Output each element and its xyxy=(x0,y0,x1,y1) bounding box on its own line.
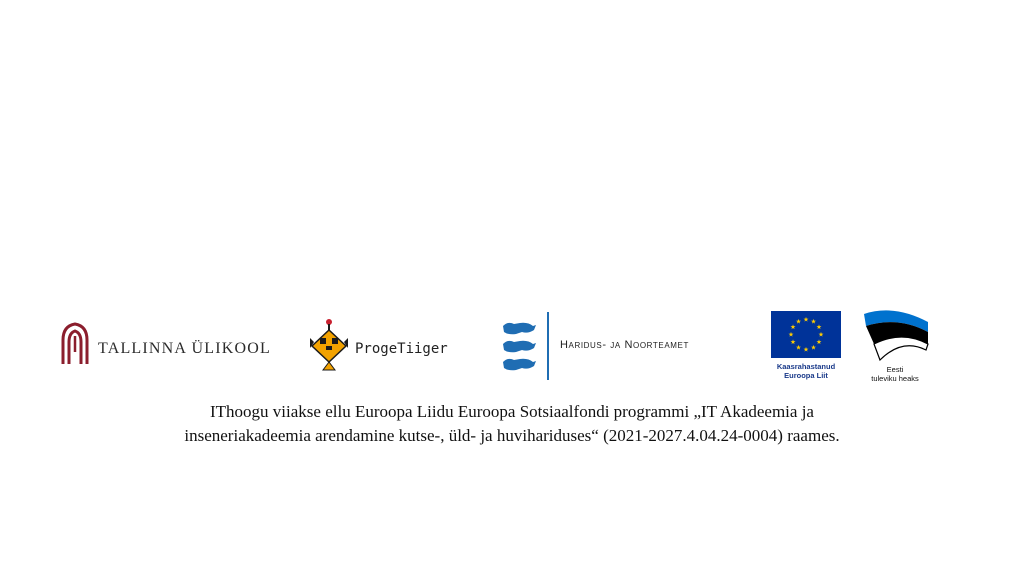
harno-logo xyxy=(500,312,700,382)
tiger-icon xyxy=(310,318,354,372)
three-lions-coat-of-arms-icon xyxy=(500,320,538,378)
progetiiger-logo xyxy=(310,318,460,372)
eu-caption-line1: Kaasrahastanud xyxy=(776,362,836,371)
eu-flag-icon xyxy=(771,311,841,358)
tallinn-university-wordmark: TALLINNA ÜLIKOOL xyxy=(98,340,271,357)
estonia-logo xyxy=(858,308,932,384)
funding-statement xyxy=(0,400,1024,448)
tallinn-university-emblem-icon xyxy=(60,322,90,366)
harno-divider xyxy=(547,312,549,380)
estonian-flag-wave-icon xyxy=(858,308,932,364)
progetiiger-wordmark: ProgeTiiger xyxy=(355,341,448,357)
eu-caption-line2: Euroopa Liit xyxy=(784,371,828,380)
eu-cofunding-logo xyxy=(770,311,842,383)
estonia-caption-line1: Eesti xyxy=(886,365,904,374)
funding-statement-line1: IThoogu viiakse ellu Euroopa Liidu Euroopa Sotsiaalfondi programmi „IT Akadeemia ja xyxy=(210,402,814,421)
tallinn-university-logo xyxy=(60,322,270,366)
funding-statement-line2: inseneriakadeemia arendamine kutse-, üld- ja huvihariduses“ (2021-2027.4.04.24-0004) raames. xyxy=(184,426,840,445)
estonia-caption-line2: tuleviku heaks xyxy=(871,374,919,383)
harno-wordmark: Haridus- ja Noorteamet xyxy=(560,339,689,351)
